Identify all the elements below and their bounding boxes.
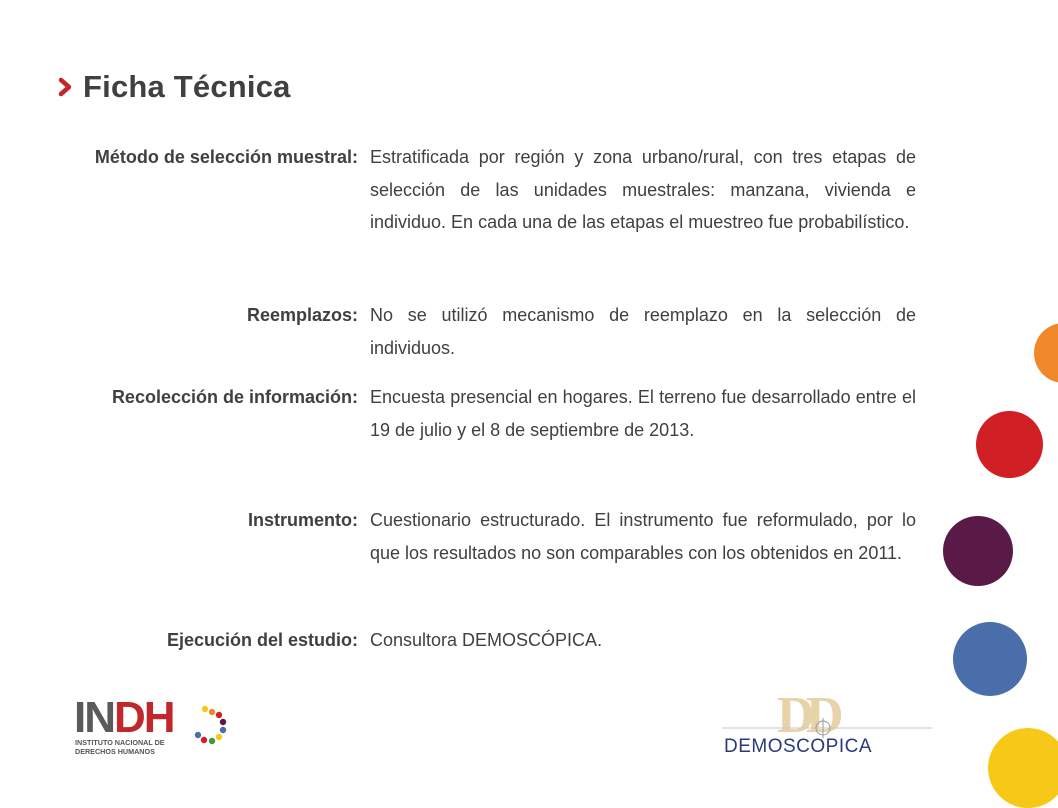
row-value: Encuesta presencial en hogares. El terreno fue desarrollado entre el 19 de julio y el 8 de septiembre de 2013. bbox=[370, 387, 916, 440]
svg-text:DEMOSCOPICA: DEMOSCOPICA bbox=[724, 736, 873, 757]
row-label: Recolección de información: bbox=[111, 387, 358, 407]
row-value: Estratificada por región y zona urbano/rural, con tres etapas de selección de las unidades muestrales: manzana, vivienda e individuo. En cada una de las etapas el muestreo fue probabilístico. bbox=[370, 147, 916, 232]
row-value: Cuestionario estructurado. El instrumento fue reformulado, por lo que los resultados no son comparables con los obtenidos en 2011. bbox=[370, 510, 916, 563]
red-circle-decoration bbox=[976, 411, 1043, 478]
svg-text:DERECHOS HUMANOS: DERECHOS HUMANOS bbox=[75, 747, 155, 756]
svg-text:D: D bbox=[777, 690, 815, 744]
demoscopica-logo bbox=[722, 690, 932, 760]
row-label: Método de selección muestral: bbox=[94, 147, 358, 167]
svg-text:D: D bbox=[806, 690, 844, 744]
page-title bbox=[55, 62, 291, 112]
orange-circle-decoration bbox=[1034, 323, 1058, 383]
purple-circle-decoration bbox=[943, 516, 1013, 586]
svg-text:DH: DH bbox=[114, 693, 174, 742]
yellow-circle-decoration bbox=[988, 728, 1058, 808]
row-value: Consultora DEMOSCÓPICA. bbox=[370, 630, 603, 650]
row-value: No se utilizó mecanismo de reemplazo en la selección de individuos. bbox=[370, 305, 916, 358]
row-label: Reemplazos: bbox=[246, 305, 358, 325]
indh-logo bbox=[74, 690, 234, 760]
blue-circle-decoration bbox=[953, 622, 1027, 696]
title-text: Ficha Técnica bbox=[83, 69, 291, 104]
chevron-right-icon bbox=[55, 76, 77, 98]
svg-text:INSTITUTO NACIONAL DE: INSTITUTO NACIONAL DE bbox=[75, 738, 165, 747]
row-label: Ejecución del estudio: bbox=[166, 630, 358, 650]
row-label: Instrumento: bbox=[248, 510, 358, 530]
svg-text:IN: IN bbox=[74, 693, 114, 742]
